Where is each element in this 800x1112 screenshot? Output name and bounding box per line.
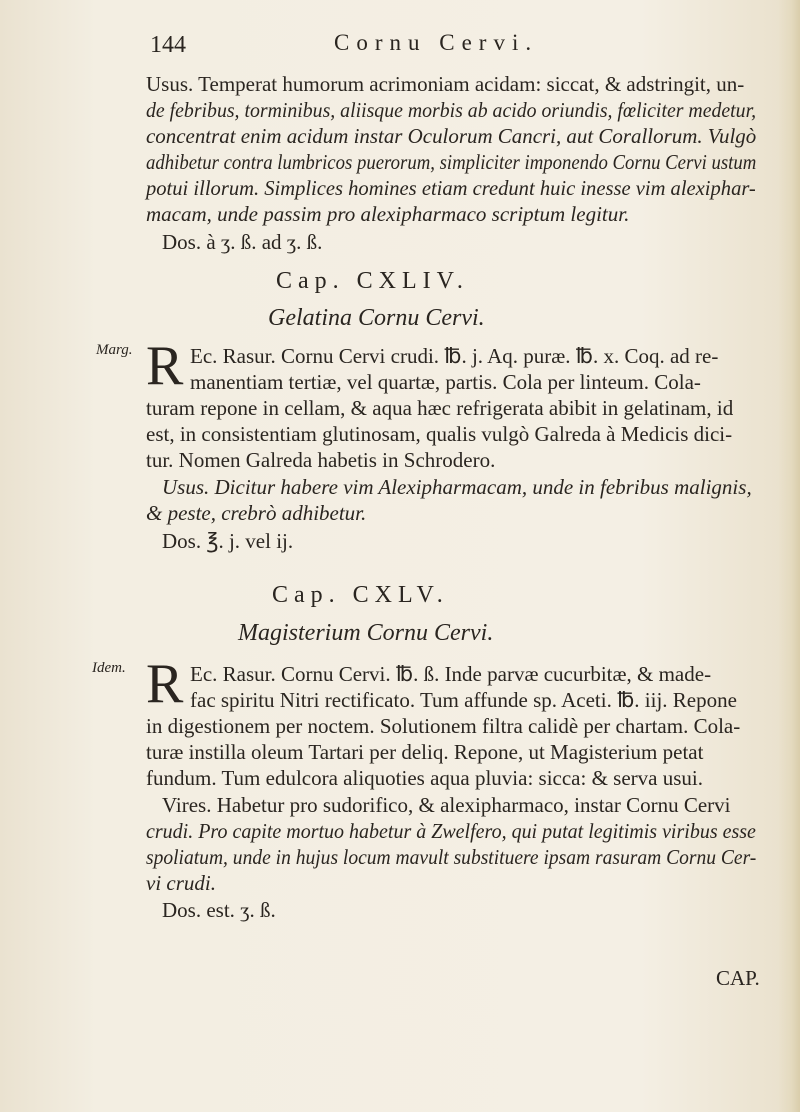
chapter-title: Gelatina Cornu Cervi. [268, 305, 485, 331]
text-line: fac spiritu Nitri rectificato. Tum affunde sp. Aceti. ℔. iij. Repone [190, 688, 737, 712]
text-line: & peste, crebrò adhibetur. [146, 501, 367, 525]
dosage-line: Dos. est. ʒ. ß. [162, 898, 276, 922]
chapter-title: Magisterium Cornu Cervi. [238, 620, 494, 646]
text-line: est, in consistentiam glutinosam, qualis vulgò Galreda à Medicis dici- [146, 422, 733, 446]
dosage-line: Dos. ℥. j. vel ij. [162, 529, 294, 553]
text-line: fundum. Tum edulcora aliquoties aqua pluvia: sicca: & serva usui. [146, 766, 703, 790]
margin-note: Idem. [92, 660, 126, 676]
page-header [150, 30, 670, 64]
running-head: Cornu Cervi. [334, 30, 539, 55]
drop-cap: R [146, 335, 184, 397]
chapter-heading: Cap. CXLIV. [276, 268, 469, 294]
page-edge [778, 0, 800, 1112]
text-line: vi crudi. [146, 871, 216, 895]
text-line: Vires. Habetur pro sudorifico, & alexipharmaco, instar Cornu Cervi [162, 793, 731, 817]
text-line: manentiam tertiæ, vel quartæ, partis. Cola per linteum. Cola- [190, 370, 701, 394]
text-line: concentrat enim acidum instar Oculorum Cancri, aut Corallorum. Vulgò [146, 124, 757, 148]
page-number: 144 [150, 32, 186, 58]
text-line: in digestionem per noctem. Solutionem filtra calidè per chartam. Cola- [146, 714, 741, 738]
text-line: de febribus, torminibus, aliisque morbis ab acido oriundis, fœliciter medetur, [146, 98, 757, 122]
text-line: adhibetur contra lumbricos puerorum, simpliciter imponendo Cornu Cervi ustum [146, 150, 757, 174]
dosage-line: Dos. à ʒ. ß. ad ʒ. ß. [162, 230, 323, 254]
text-line: turam repone in cellam, & aqua hæc refrigerata abibit in gelatinam, id [146, 396, 734, 420]
text-line: crudi. Pro capite mortuo habetur à Zwelfero, qui putat legitimis viribus esse [146, 819, 756, 843]
margin-note: Marg. [96, 342, 133, 358]
text-line: turæ instilla oleum Tartari per deliq. Repone, ut Magisterium petat [146, 740, 704, 764]
text-line: tur. Nomen Galreda habetis in Schrodero. [146, 448, 496, 472]
text-line: Ec. Rasur. Cornu Cervi. ℔. ß. Inde parvæ cucurbitæ, & made- [190, 662, 712, 686]
text-line: Usus. Temperat humorum acrimoniam acidam: siccat, & adstringit, un- [146, 72, 745, 96]
text-line: Usus. Dicitur habere vim Alexipharmacam, unde in febribus malignis, [162, 475, 752, 499]
drop-cap: R [146, 653, 184, 715]
catchword: CAP. [716, 966, 760, 990]
text-line: spoliatum, unde in hujus locum mavult substituere ipsam rasuram Cornu Cer- [146, 845, 757, 869]
text-line: macam, unde passim pro alexipharmaco scriptum legitur. [146, 202, 630, 226]
text-line: potui illorum. Simplices homines etiam credunt huic inesse vim alexiphar- [146, 176, 756, 200]
text-line: Ec. Rasur. Cornu Cervi crudi. ℔. j. Aq. puræ. ℔. x. Coq. ad re- [190, 344, 719, 368]
chapter-heading: Cap. CXLV. [272, 582, 449, 608]
